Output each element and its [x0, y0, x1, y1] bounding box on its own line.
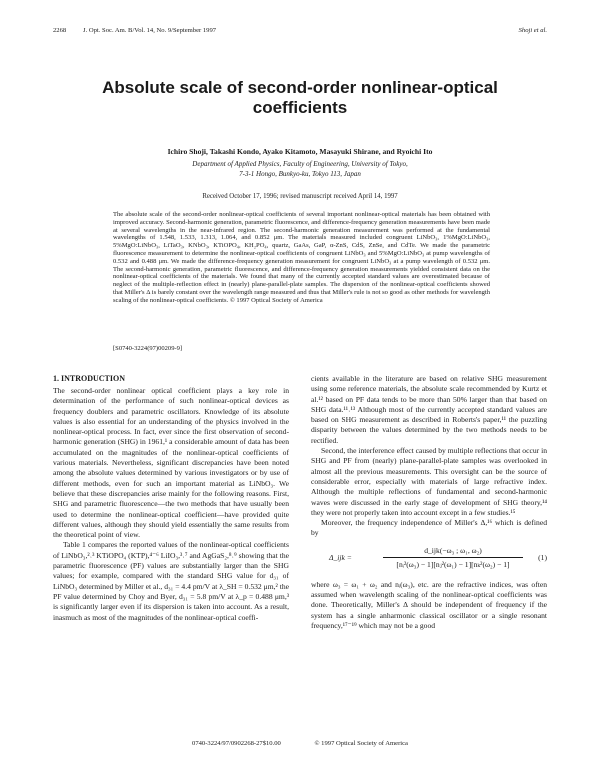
affiliation-line-2: 7-3-1 Hongo, Bunkyo-ku, Tokyo 113, Japan [239, 170, 361, 178]
page-number: 2268 [53, 27, 67, 34]
equation-lhs: Δ_ijk = [329, 552, 352, 562]
running-author: Shoji et al. [518, 27, 547, 34]
page-footer [0, 740, 600, 747]
affiliation [60, 159, 540, 179]
paragraph: Table 1 compares the reported values of the nonlinear-optical coefficients of LiNbO₃,²˒³ KTiOPO₄ (KTP),⁴⁻⁶ LiIO₃,³˒⁷ and AgGaS₂,⁸˒⁹ showing that the parametric fluorescence (PF) values are substantially larger than the SHG values; for example, compared with the standard SHG value for d₃₁ of LiNbO₃ determined by Miller et al., d₃₁ = 4.4 pm/V at λ_SH = 0.532 μm,² the PF value determined by Choy and Byer, d₃₁ = 5.8 pm/V at λ_p = 0.488 μm,³ is significantly larger even if its dispersion is taken into account. As a result, inasmuch as most of the magnitudes of the nonlinear-optical coeffi- [53, 540, 289, 622]
paragraph: Second, the interference effect caused by multiple reflections that occur in SHG and PF from (nearly) plane-parallel-plate samples was overlooked in almost all the previous measurements. This oversight can be the source of considerable error, especially with materials of large refractive index. Although the multiple reflections of fundamental and second-harmonic waves were discussed in the early stage of development of SHG theory,¹⁴ they were not properly taken into account except in a few studies.¹⁵ [311, 446, 547, 517]
left-column [53, 374, 289, 623]
equation-1 [311, 542, 547, 578]
right-column [311, 374, 547, 631]
affiliation-line-1: Department of Applied Physics, Faculty of Engineering, University of Tokyo, [192, 160, 408, 168]
section-heading: 1. INTRODUCTION [53, 374, 126, 383]
running-header [53, 27, 547, 39]
paragraph: where ω₃ = ω₁ + ω₂ and nᵢ(ω₃), etc. are the refractive indices, was often assumed when wavelength scaling of the nonlinear-optical coefficients was done. Theoretically, Miller's Δ should be independent of frequency if the system has a single anharmonic classical oscillator or a single resonant frequency,¹⁷⁻¹⁹ which may not be a good [311, 579, 547, 630]
paragraph: cients available in the literature are based on relative SHG measurement using some reference materials, the absolute scale recommended by Kurtz et al.¹² based on PF data tends to be more than 50% larger than that based on SHG data.¹¹˒¹³ Although most of the currently accepted standard values are based on SHG measurement as described in Roberts's paper,¹¹ the puzzling disparity between the values determined by the two methods needs to be rectified. [311, 374, 547, 445]
abstract: The absolute scale of the second-order nonlinear-optical coefficients of several important nonlinear-optical materials has been obtained with improved accuracy. Second-harmonic generation, parametric fluorescence, and difference-frequency generation measurements have been made at several wavelengths in the near-infrared region. The second-harmonic generation measurement was performed at the fundamental wavelengths of 1.548, 1.533, 1.313, 1.064, and 0.852 μm. The materials measured included congruent LiNbO₃, 1%MgO:LiNbO₃, 5%MgO:LiNbO₃, LiTaO₃, KNbO₃, KTiOPO₄, KH₂PO₄, quartz, GaAs, GaP, α-ZnS, CdS, ZnSe, and CdTe. We made the parametric fluorescence measurement to determine the nonlinear-optical coefficients of congruent LiNbO₃ and 5%MgO:LiNbO₃ at pump wavelengths of 0.532 and 0.488 μm. We made the difference-frequency generation measurement for congruent LiNbO₃ at a pump wavelength of 0.532 μm. The second-harmonic generation, parametric fluorescence, and difference-frequency generation measurements yielded consistent data on the nonlinear-optical coefficients of the materials. We found that many of the currently accepted standard values are overestimated because of neglect of the multiple-reflection effect in (nearly) plane-parallel-plate samples. The dispersion of the nonlinear-optical coefficients showed that Miller's Δ is barely constant over the wavelength range measured and thus that Miller's rule is not so good as other methods for wavelength scaling of the nonlinear-optical coefficients. © 1997 Optical Society of America [113, 211, 490, 304]
equation-denominator: [nᵢ²(ω₃) − 1][nⱼ²(ω₁) − 1][nₖ²(ω₂) − 1] [396, 559, 510, 569]
paragraph: The second-order nonlinear optical coefficient plays a key role in determination of the performance of such nonlinear-optical devices as frequency doublers and parametric oscillators. Knowledge of its absolute values is also essential for an understanding of the physics involved in the nonlinear-optical process. In fact, ever since the first observation of second-harmonic generation (SHG) in 1961,¹ a considerable amount of data has been accumulated on the magnitudes of the nonlinear-optical coefficients of various materials. Nevertheless, significant discrepancies have been noted among the absolute values determined by various investigators or by use of different methods, even for such an important material as LiNbO₃. We believe that these discrepancies arise mainly for the following reasons. First, SHG and parametric fluorescence—the two methods that have usually been used to determine the nonlinear-optical coefficient—have provided quite different values, although they should yield essentially the same results from the theoretical point of view. [53, 386, 289, 540]
paragraph: Moreover, the frequency independence of Miller's Δ,¹⁶ which is defined by [311, 518, 547, 538]
received-dates: Received October 17, 1996; revised manuscript received April 14, 1997 [202, 193, 398, 200]
fraction-bar [383, 557, 523, 558]
equation-number: (1) [538, 552, 547, 562]
ocis-codes: [S0740-3224(97)00209-9] [113, 345, 183, 352]
paper-title: Absolute scale of second-order nonlinear-optical coefficients [102, 78, 498, 117]
journal-citation: J. Opt. Soc. Am. B/Vol. 14, No. 9/September 1997 [83, 27, 217, 34]
author-list: Ichiro Shoji, Takashi Kondo, Ayako Kitamoto, Masayuki Shirane, and Ryoichi Ito [167, 147, 433, 156]
footer-copyright: © 1997 Optical Society of America [314, 740, 408, 747]
equation-numerator: d_ijk(−ω₃ ; ω₁, ω₂) [424, 545, 482, 555]
footer-code: 0740-3224/97/0902268-27$10.00 [192, 740, 281, 747]
